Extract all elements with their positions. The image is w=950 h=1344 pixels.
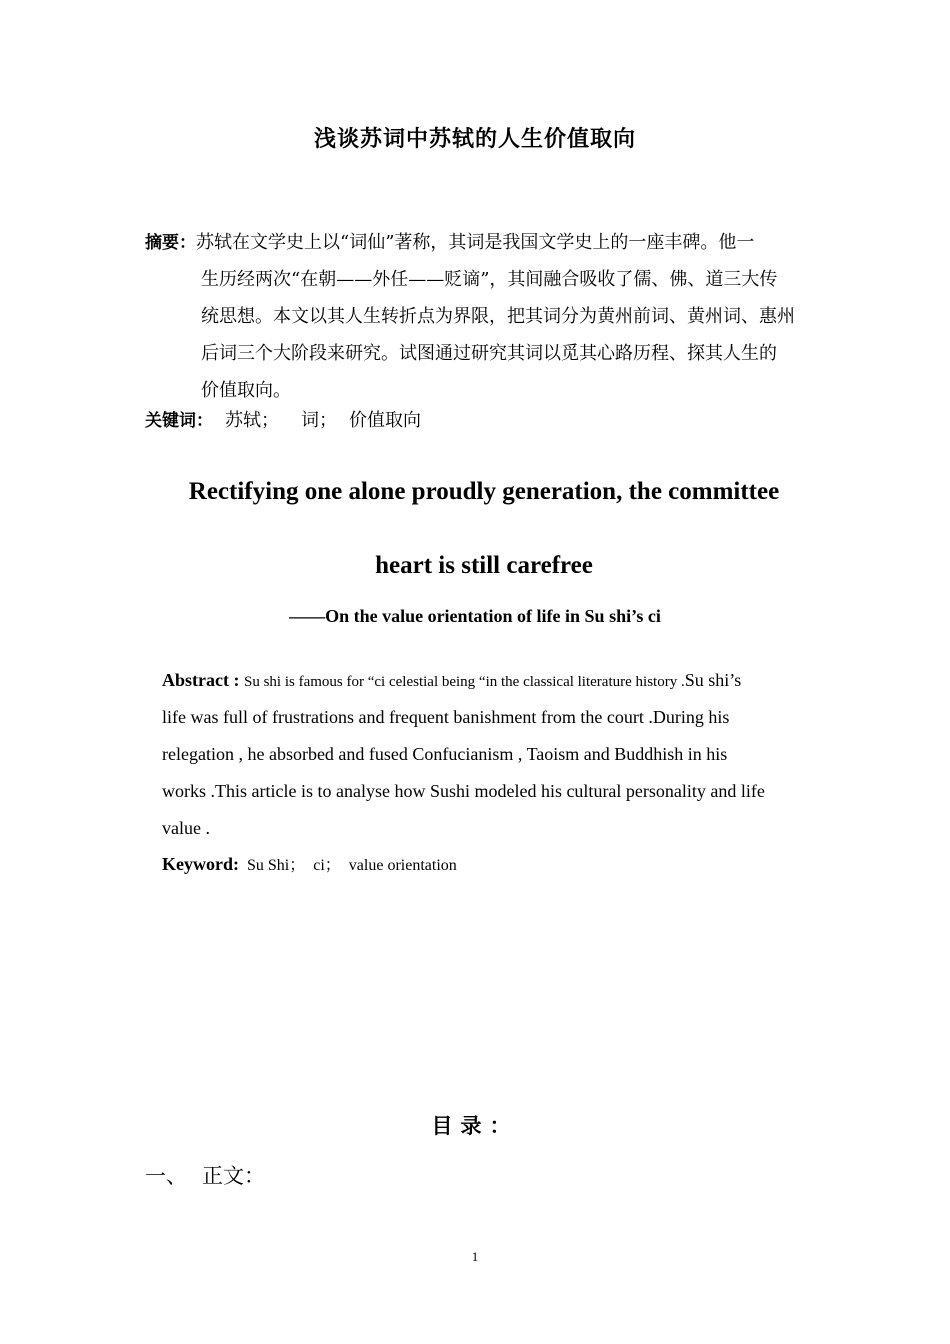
chinese-keyword: 价值取向 (349, 410, 421, 431)
english-abstract-line-3: relegation , he absorbed and fused Confucianism , Taoism and Buddhish in his (162, 744, 728, 764)
english-abstract-line-5: value . (162, 818, 210, 838)
toc-section-1 (145, 1160, 265, 1190)
chinese-abstract-line-3: 统思想。本文以其人生转折点为界限，把其词分为黄州前词、黄州词、惠州 (201, 306, 795, 327)
english-keywords (162, 852, 457, 875)
english-keyword: ci； (313, 857, 341, 874)
chinese-keyword: 苏轼； (225, 410, 279, 431)
section-label: 正文： (202, 1164, 265, 1188)
english-abstract-text: Su shi’s (684, 670, 742, 690)
chinese-abstract-label: 摘要： (145, 233, 196, 253)
english-abstract-line-1 (162, 662, 822, 699)
chinese-keywords (145, 406, 421, 432)
english-title-line-2: heart is still carefree (375, 552, 593, 579)
english-abstract-line-2: life was full of frustrations and frequent banishment from the court .During his (162, 707, 730, 727)
chinese-abstract-line-1 (145, 224, 815, 261)
chinese-abstract (145, 224, 815, 409)
english-subtitle: ——On the value orientation of life in Su shi’s ci (289, 606, 661, 626)
chinese-abstract-line-4: 后词三个大阶段来研究。试图通过研究其词以觅其心路历程、探其人生的 (201, 343, 777, 364)
chinese-abstract-line-2: 生历经两次“在朝——外任——贬谪”，其间融合吸收了儒、佛、道三大传 (201, 269, 778, 290)
english-abstract-line-4: works .This article is to analyse how Sushi modeled his cultural personality and life (162, 781, 765, 801)
english-title-line-1: Rectifying one alone proudly generation, the committee (188, 478, 780, 505)
section-number: 一、 (145, 1164, 187, 1188)
chinese-keyword: 词； (301, 410, 337, 431)
page-number: 1 (471, 1249, 479, 1264)
chinese-abstract-line-5: 价值取向。 (201, 380, 291, 401)
toc-title: 目录： (431, 1114, 519, 1138)
english-keywords-label: Keyword: (162, 854, 239, 874)
chinese-keywords-label: 关键词： (145, 411, 213, 431)
english-abstract-label: Abstract : (162, 670, 240, 690)
chinese-abstract-text: 苏轼在文学史上以“词仙”著称，其词是我国文学史上的一座丰碑。他一 (196, 232, 755, 253)
chinese-title: 浅谈苏词中苏轼的人生价值取向 (313, 127, 636, 152)
english-keyword: Su Shi； (246, 857, 306, 874)
english-abstract-text-small: Su shi is famous for “ci celestial being “in the classical literature history . (243, 674, 685, 690)
english-keyword: value orientation (348, 857, 457, 874)
english-abstract (162, 662, 822, 847)
